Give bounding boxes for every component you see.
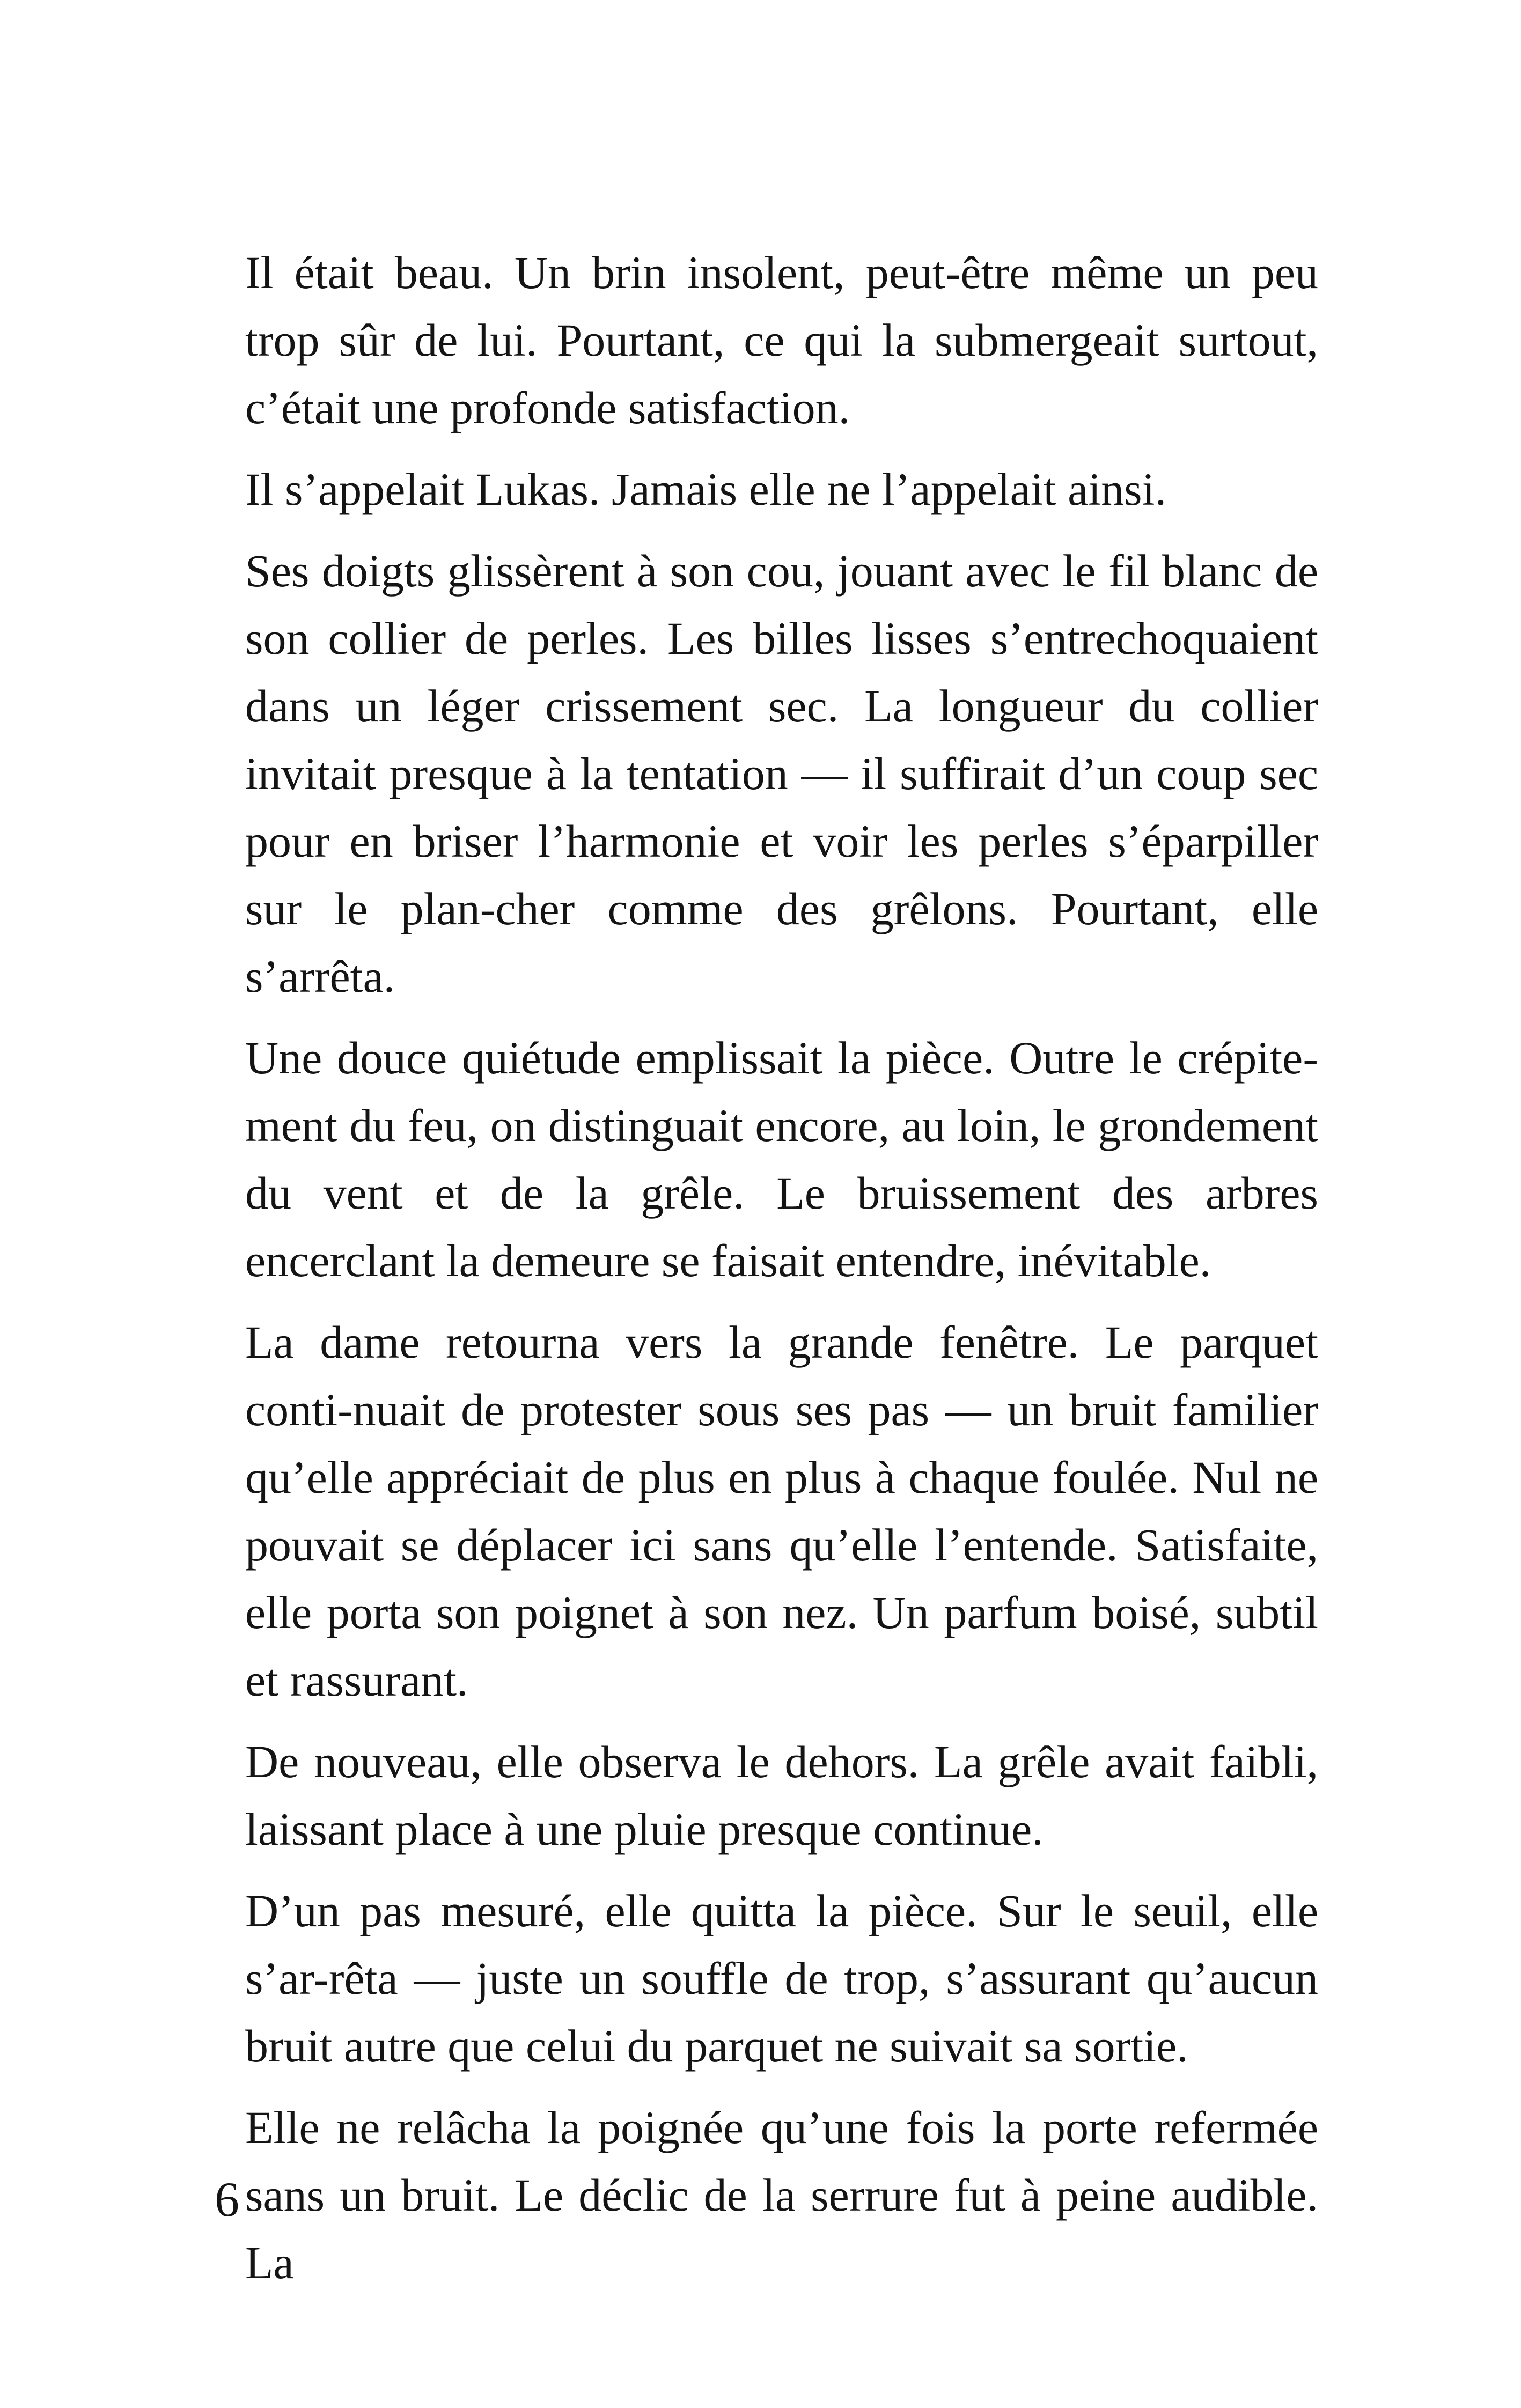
paragraph-6: De nouveau, elle observa le dehors. La grêle avait faibli, laissant place à une pluie presque continue. <box>245 1736 1318 1855</box>
paragraph-5: La dame retourna vers la grande fenêtre. Le parquet conti-nuait de protester sous ses pas — un bruit familier qu’elle appréciait de plus en plus à chaque foulée. Nul ne pouvait se déplacer ici sans qu’elle l’entende. Satisfaite, elle porta son poignet à son nez. Un parfum boisé, subtil et rassurant. <box>245 1316 1318 1706</box>
paragraph-3: Ses doigts glissèrent à son cou, jouant avec le fil blanc de son collier de perles. Les billes lisses s’entrechoquaient dans un léger crissement sec. La longueur du collier invitait presque à la tentation — il suffirait d’un coup sec pour en briser l’harmonie et voir les perles s’éparpiller sur le plan-cher comme des grêlons. Pourtant, elle s’arrêta. <box>245 545 1318 1002</box>
paragraph-1: Il était beau. Un brin insolent, peut-être même un peu trop sûr de lui. Pourtant, ce qui la submergeait surtout, c’était une profonde satisfaction. <box>245 247 1318 433</box>
paragraph-8: Elle ne relâcha la poignée qu’une fois la porte refermée sans un bruit. Le déclic de la serrure fut à peine audible. La <box>245 2102 1318 2288</box>
body-text <box>245 239 1318 2310</box>
paragraph-4: Une douce quiétude emplissait la pièce. Outre le crépite-ment du feu, on distinguait encore, au loin, le grondement du vent et de la grêle. Le bruissement des arbres encerclant la demeure se faisait entendre, inévitable. <box>245 1032 1318 1286</box>
paragraph-2: Il s’appelait Lukas. Jamais elle ne l’appelait ainsi. <box>245 463 1167 515</box>
paragraph-7: D’un pas mesuré, elle quitta la pièce. Sur le seuil, elle s’ar-rêta — juste un souffle de trop, s’assurant qu’aucun bruit autre que celui du parquet ne suivait sa sortie. <box>245 1885 1318 2072</box>
page-number: 6 <box>215 2172 239 2227</box>
